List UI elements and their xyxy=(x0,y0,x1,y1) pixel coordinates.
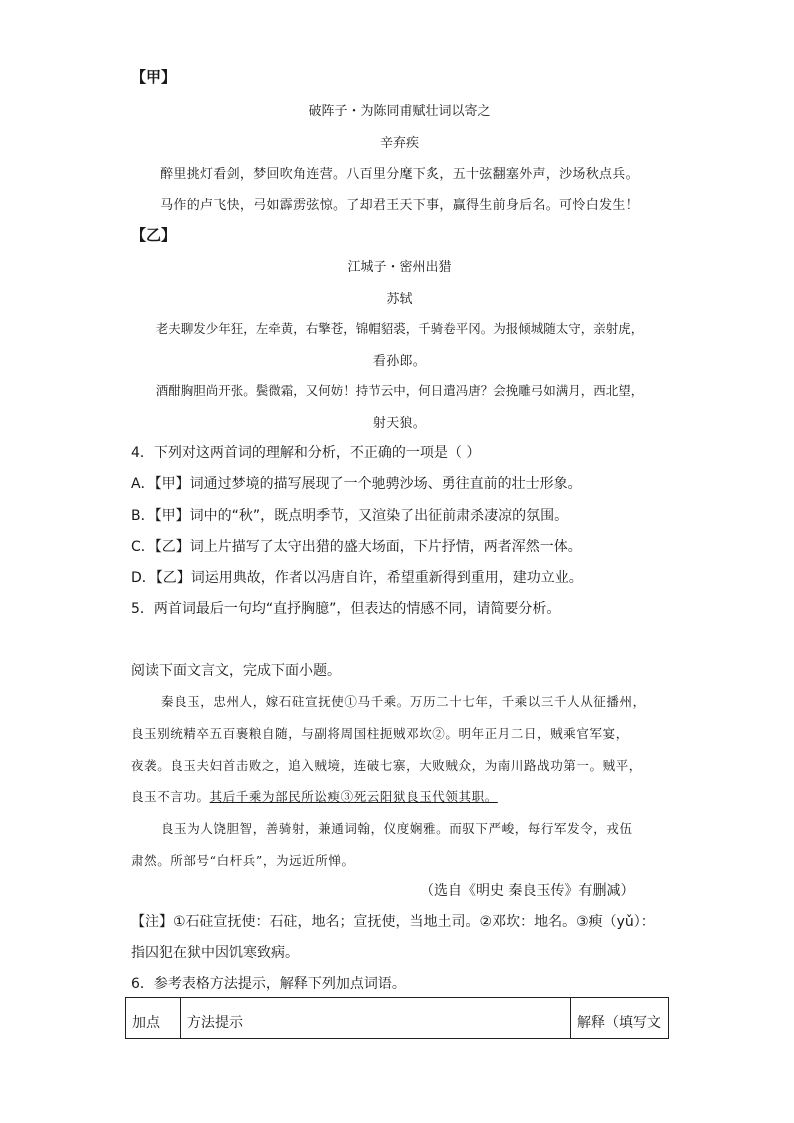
passage-source: （选自《明史 秦良玉传》有删减） xyxy=(420,883,635,899)
vocab-table xyxy=(125,997,669,1039)
poem-title-yi: 江城子・密州出猎 xyxy=(347,260,452,275)
passage-note: 指囚犯在狱中因饥寒致病。 xyxy=(131,945,299,961)
passage-line: 良玉别统精卒五百裹粮自随，与副将周国柱扼贼邓坎②。明年正月二日，贼乘官军宴， xyxy=(131,726,629,741)
poem-line: 醉里挑灯看剑，梦回吹角连营。八百里分麾下炙，五十弦翻塞外声，沙场秋点兵。 xyxy=(160,167,639,182)
poem-author-yi: 苏轼 xyxy=(386,292,413,307)
question-4-option-a: A．【甲】词通过梦境的描写展现了一个驰骋沙场、勇往直前的壮士形象。 xyxy=(131,476,582,492)
question-5-stem: 5．两首词最后一句均“直抒胸臆”，但表达的情感不同，请简要分析。 xyxy=(131,601,561,617)
poem-line: 射天狼。 xyxy=(372,416,427,431)
passage-line xyxy=(131,787,498,805)
reading-intro: 阅读下面文言文，完成下面小题。 xyxy=(131,663,341,679)
question-4-option-d: D．【乙】词运用典故，作者以冯唐自许，希望重新得到重用，建功立业。 xyxy=(131,570,583,586)
section-label-jia: 【甲】 xyxy=(131,68,177,86)
underlined-sentence: 其后千乘为部民所讼瘐③死云阳狱良玉代领其职。 xyxy=(209,789,498,804)
passage-note: 【注】①石砫宣抚使：石砫，地名；宣抚使，当地土司。②邓坎：地名。③瘐（yǔ）： xyxy=(131,914,655,930)
question-4-option-c: C．【乙】词上片描写了太守出猎的盛大场面，下片抒情，两者浑然一体。 xyxy=(131,539,582,555)
poem-author-jia: 辛弃疾 xyxy=(379,136,419,151)
passage-line: 肃然。所部号“白杆兵”，为远近所惮。 xyxy=(131,853,355,868)
poem-line: 酒酣胸胆尚开张。鬓微霜，又何妨！持节云中，何日遣冯唐？会挽雕弓如满月，西北望， xyxy=(155,383,644,398)
question-4-option-b: B．【甲】词中的“秋”，既点明季节，又渲染了出征前肃杀凄凉的氛围。 xyxy=(131,508,569,524)
question-4-stem: 4．下列对这两首词的理解和分析，不正确的一项是（ ） xyxy=(131,445,481,461)
poem-line: 看孙郎。 xyxy=(372,354,427,369)
poem-line: 马作的卢飞快，弓如霹雳弦惊。了却君王天下事，赢得生前身后名。可怜白发生！ xyxy=(160,198,639,213)
table-header-cell: 加点 xyxy=(126,998,181,1038)
passage-line: 秦良玉，忠州人，嫁石砫宣抚使①马千乘。万历二十七年，千乘以三千人从征播州， xyxy=(161,694,646,709)
passage-text: 良玉不言功。 xyxy=(131,789,210,804)
poem-line: 老夫聊发少年狂，左牵黄，右擎苍，锦帽貂裘，千骑卷平冈。为报倾城随太守，亲射虎， xyxy=(155,321,644,336)
section-label-yi: 【乙】 xyxy=(131,226,177,244)
table-header-cell: 方法提示 xyxy=(181,998,571,1038)
poem-title-jia: 破阵子・为陈同甫赋壮词以寄之 xyxy=(308,104,491,119)
question-6-stem: 6．参考表格方法提示，解释下列加点词语。 xyxy=(131,976,406,992)
table-header-cell: 解释（填写文 xyxy=(577,1015,661,1031)
passage-line: 夜袭。良玉夫妇首击败之，追入贼境，连破七寨，大败贼众，为南川路战功第一。贼平， xyxy=(131,758,642,773)
passage-line: 良玉为人饶胆智，善骑射，兼通词翰，仪度娴雅。而驭下严峻，每行军发令，戎伍 xyxy=(161,821,633,836)
